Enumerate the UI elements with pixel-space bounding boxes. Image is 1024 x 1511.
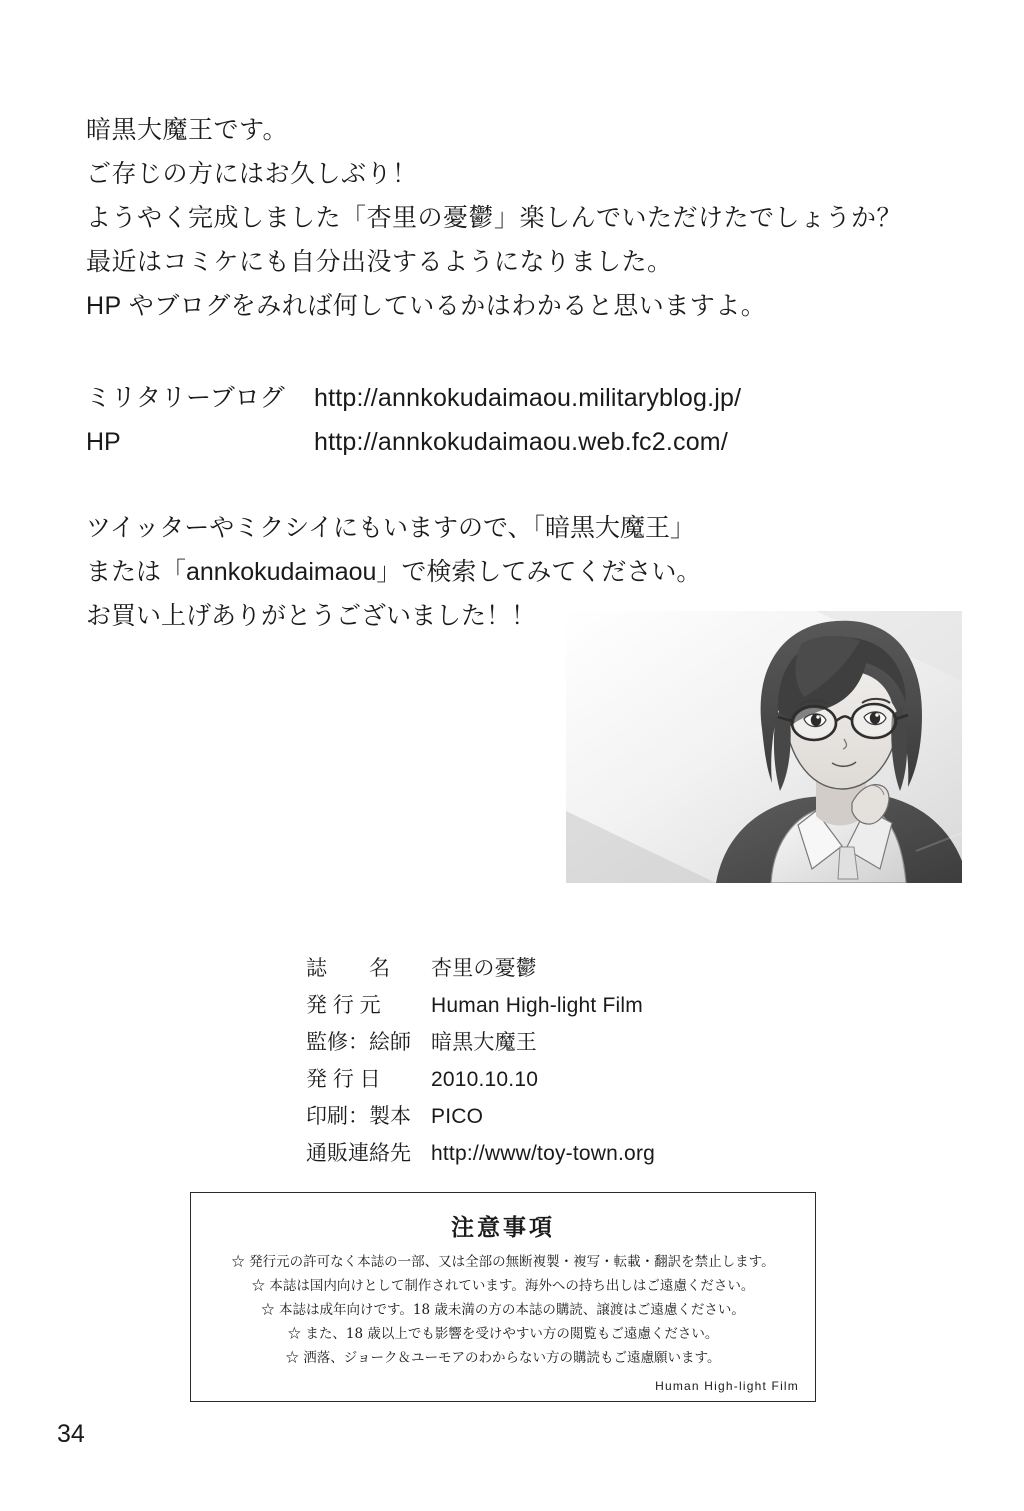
notice-item: ☆ 本誌は成年向けです。18 歳未満の方の本誌の購読、譲渡はご遠慮ください。 — [261, 1302, 745, 1318]
colophon-key: 発 行 日 — [306, 1068, 381, 1091]
notice-item: ☆ また、18 歳以上でも影響を受けやすい方の閲覧もご遠慮ください。 — [287, 1326, 719, 1342]
notice-item: ☆ 洒落、ジョーク＆ユーモアのわからない方の購読もご遠慮願います。 — [285, 1350, 721, 1366]
notice-publisher: Human High-light Film — [655, 1379, 799, 1393]
afterword-line: 最近はコミケにも自分出没するようになりました。 — [86, 248, 673, 276]
illustration-image — [566, 611, 962, 883]
link-url[interactable]: http://annkokudaimaou.militaryblog.jp/ — [314, 384, 742, 412]
colophon-key: 印刷：製本 — [306, 1105, 411, 1128]
colophon-row — [306, 950, 826, 987]
notice-item: ☆ 発行元の許可なく本誌の一部、又は全部の無断複製・複写・転載・翻訳を禁止します。 — [231, 1254, 775, 1270]
colophon-key: 通販連絡先 — [306, 1142, 411, 1165]
notice-item: ☆ 本誌は国内向けとして制作されています。海外への持ち出しはご遠慮ください。 — [251, 1278, 755, 1294]
closing-line: ツイッターやミクシイにもいますので、「暗黒大魔王」 — [86, 514, 696, 542]
links-block — [86, 376, 926, 464]
afterword-line: ようやく完成しました「杏里の憂鬱」楽しんでいただけたでしょうか？ — [86, 204, 903, 232]
closing-line: お買い上げありがとうございました！！ — [86, 602, 537, 630]
colophon-key: 発 行 元 — [306, 994, 381, 1017]
link-url[interactable]: http://annkokudaimaou.web.fc2.com/ — [314, 428, 728, 456]
colophon-value: 2010.10.10 — [431, 1068, 539, 1091]
afterword-line: 暗黒大魔王です。 — [86, 116, 289, 144]
colophon-value: 杏里の憂鬱 — [431, 957, 537, 980]
afterword-line: ご存じの方にはお久しぶり！ — [86, 160, 418, 188]
notice-list — [191, 1250, 815, 1370]
afterword-line: HP やブログをみれば何しているかはわかると思いますよ。 — [86, 292, 767, 320]
colophon-block — [306, 950, 826, 1172]
afterword-block — [86, 108, 926, 328]
colophon-key: 誌 名 — [306, 957, 390, 980]
page-number: 34 — [57, 1420, 85, 1448]
closing-line: または「annkokudaimaou」で検索してみてください。 — [86, 558, 702, 586]
colophon-row — [306, 1098, 826, 1135]
link-label: HP — [86, 428, 121, 456]
colophon-row — [306, 1135, 826, 1172]
link-row — [86, 420, 926, 464]
colophon-row — [306, 1024, 826, 1061]
colophon-row — [306, 987, 826, 1024]
colophon-row — [306, 1061, 826, 1098]
link-row — [86, 376, 926, 420]
colophon-value[interactable]: http://www/toy-town.org — [431, 1142, 656, 1165]
colophon-value: Human High-light Film — [431, 994, 643, 1017]
colophon-value: PICO — [431, 1105, 484, 1128]
colophon-key: 監修：絵師 — [306, 1031, 411, 1054]
notice-title: 注意事項 — [451, 1214, 555, 1241]
colophon-value: 暗黒大魔王 — [431, 1031, 537, 1054]
link-label: ミリタリーブログ — [86, 384, 285, 412]
notice-box — [190, 1192, 816, 1402]
